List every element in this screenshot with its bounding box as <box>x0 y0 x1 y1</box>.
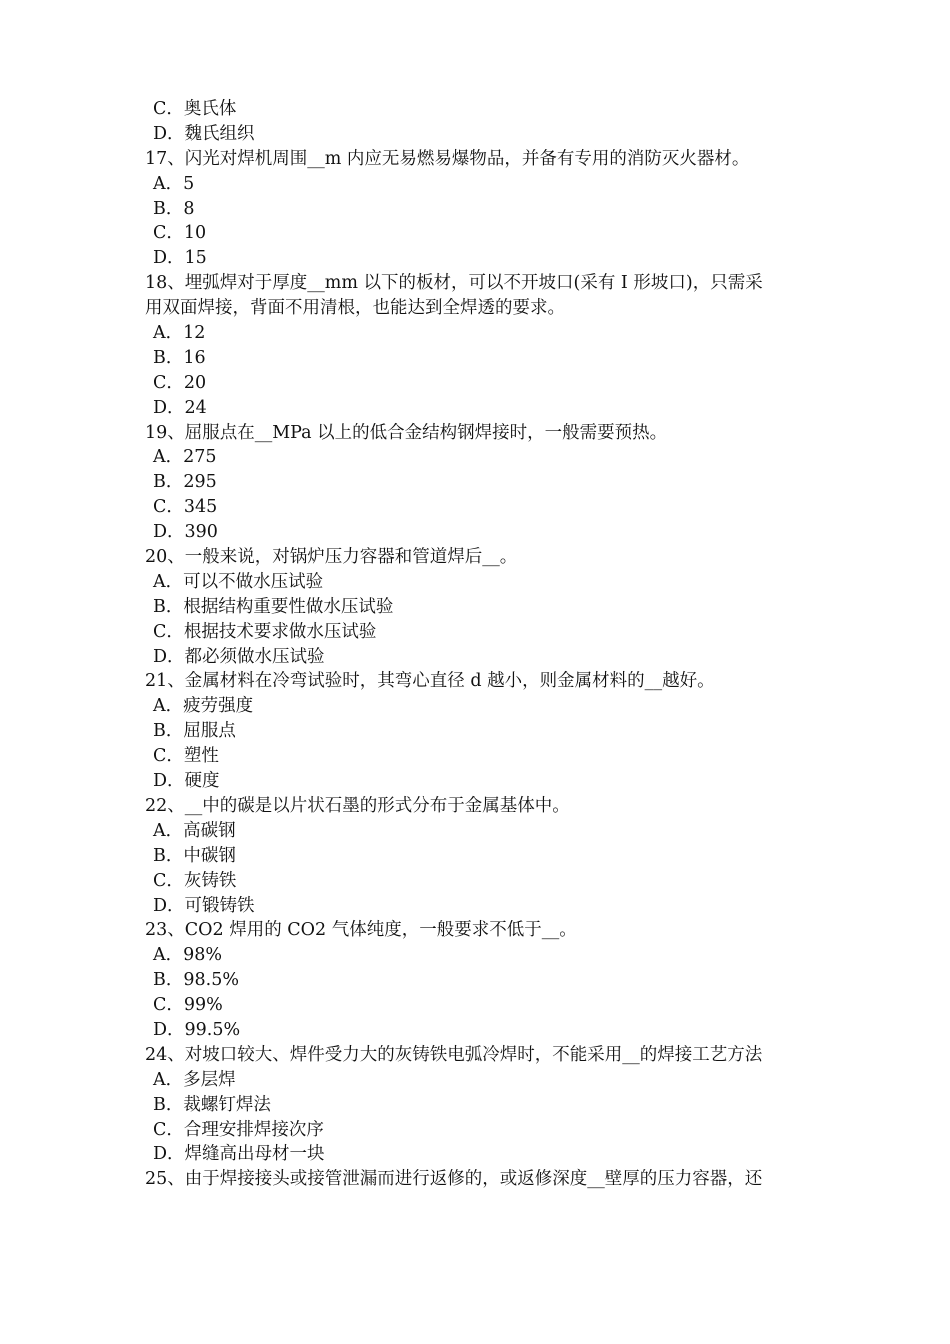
answer-option: D．焊缝高出母材一块 <box>153 1144 325 1165</box>
answer-option: C．奥氏体 <box>153 99 237 119</box>
answer-option: D．390 <box>153 522 218 543</box>
question-text: 17、闪光对焊机周围__m 内应无易燃易爆物品，并备有专用的消防灭火器材。 <box>145 148 750 169</box>
question-text: 22、__中的碳是以片状石墨的形式分布于金属基体中。 <box>145 795 570 816</box>
answer-option: C．灰铸铁 <box>153 870 237 891</box>
question-text: 用双面焊接，背面不用清根，也能达到全焊透的要求。 <box>145 298 565 319</box>
answer-option: B．295 <box>153 472 217 493</box>
answer-option: A．98% <box>153 945 223 966</box>
answer-option: C．塑性 <box>153 746 219 767</box>
question-text: 24、对坡口较大、焊件受力大的灰铸铁电弧冷焊时，不能采用__的焊接工艺方法 <box>145 1044 763 1065</box>
answer-option: C．10 <box>153 223 207 244</box>
answer-option: B．中碳钢 <box>153 845 236 866</box>
answer-option: C．99% <box>153 995 223 1016</box>
answer-option: D．15 <box>153 248 207 269</box>
answer-option: D．魏氏组织 <box>153 123 255 144</box>
question-text: 20、一般来说，对锅炉压力容器和管道焊后__。 <box>145 547 518 568</box>
answer-option: B．16 <box>153 347 206 368</box>
answer-option: B．屈服点 <box>153 721 236 742</box>
question-text: 25、由于焊接接头或接管泄漏而进行返修的，或返修深度__壁厚的压力容器，还 <box>145 1169 763 1190</box>
answer-option: B．98.5% <box>153 970 239 991</box>
answer-option: A．275 <box>153 447 217 468</box>
answer-option: C．345 <box>153 497 218 518</box>
answer-option: D．可锻铸铁 <box>153 895 255 916</box>
answer-option: D．硬度 <box>153 771 220 792</box>
question-text: 23、CO2 焊用的 CO2 气体纯度，一般要求不低于__。 <box>145 920 577 941</box>
answer-option: C．合理安排焊接次序 <box>153 1119 324 1140</box>
answer-option: D．99.5% <box>153 1019 241 1040</box>
answer-option: B．8 <box>153 198 195 219</box>
document-body <box>145 97 815 1192</box>
question-text: 21、金属材料在冷弯试验时，其弯心直径 d 越小，则金属材料的__越好。 <box>145 671 715 692</box>
question-text: 18、埋弧焊对于厚度__mm 以下的板材，可以不开坡口(采有 I 形坡口)，只需采 <box>145 273 763 294</box>
answer-option: A．5 <box>153 173 195 194</box>
answer-option: A．可以不做水压试验 <box>153 571 324 592</box>
answer-option: D．24 <box>153 397 207 418</box>
answer-option: B．裁螺钉焊法 <box>153 1094 271 1115</box>
question-text: 19、屈服点在__MPa 以上的低合金结构钢焊接时，一般需要预热。 <box>145 422 668 443</box>
answer-option: A．高碳钢 <box>153 820 236 841</box>
answer-option: C．根据技术要求做水压试验 <box>153 621 377 642</box>
answer-option: A．多层焊 <box>153 1069 236 1090</box>
answer-option: D．都必须做水压试验 <box>153 646 325 667</box>
answer-option: C．20 <box>153 372 207 393</box>
answer-option: A．12 <box>153 323 206 344</box>
answer-option: A．疲劳强度 <box>153 696 254 717</box>
answer-option: B．根据结构重要性做水压试验 <box>153 596 394 617</box>
